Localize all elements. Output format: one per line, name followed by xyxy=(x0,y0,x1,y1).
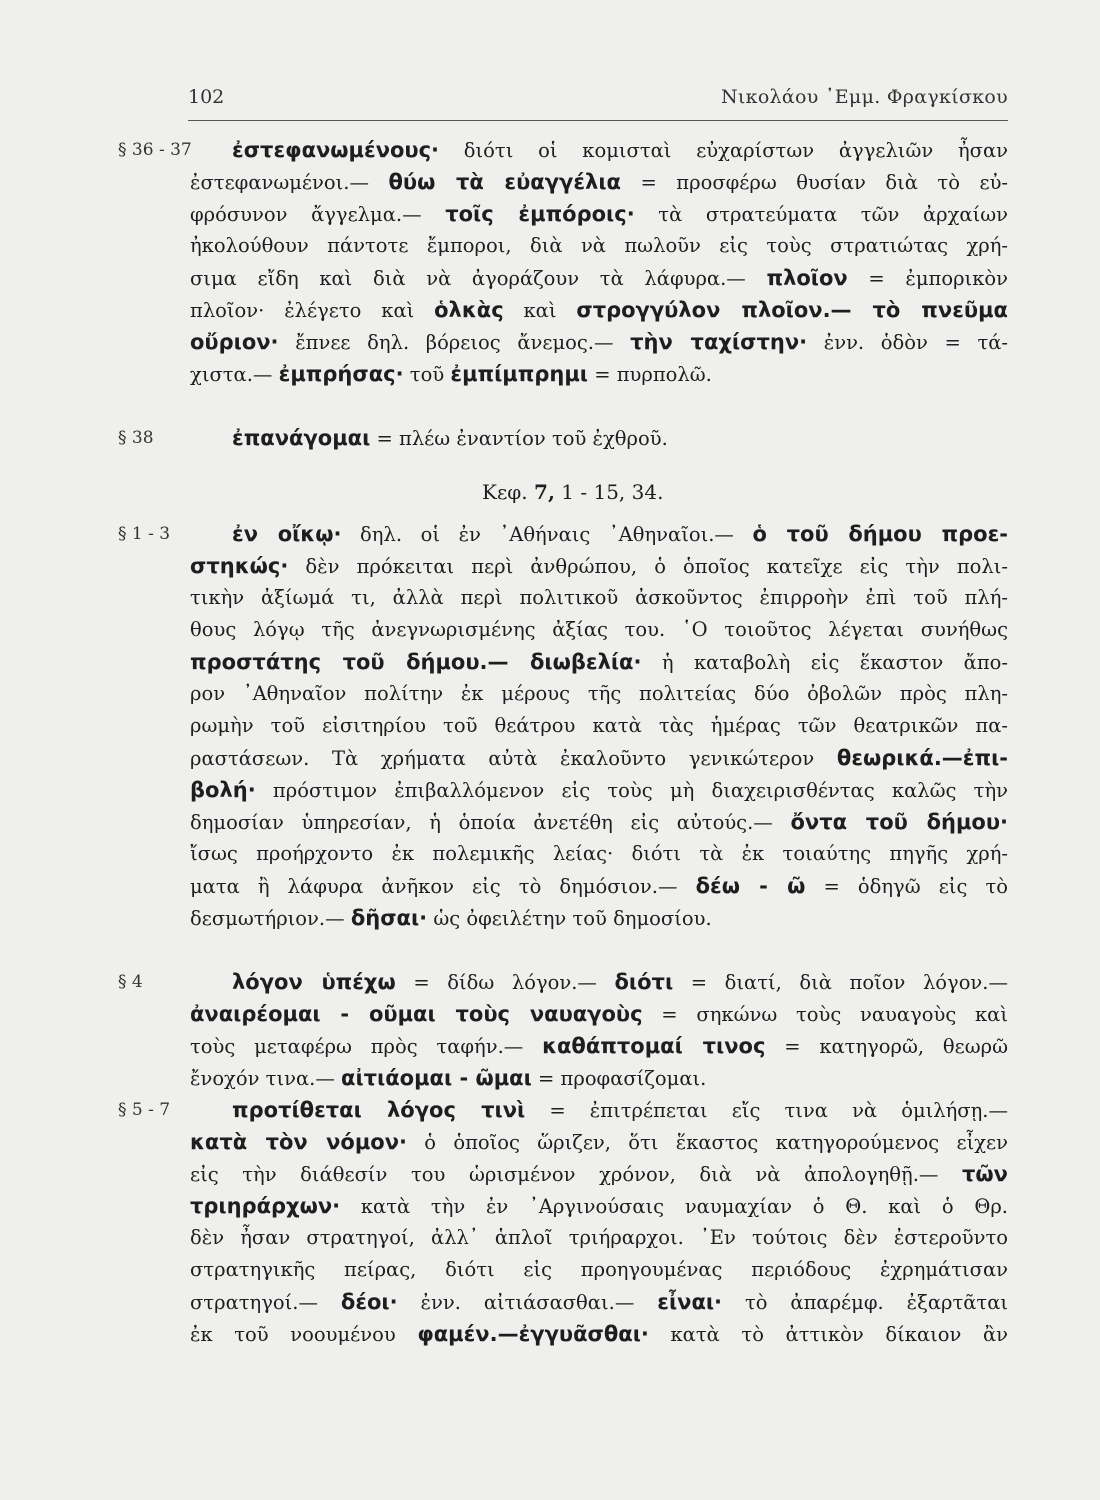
gloss-text: = προφασίζομαι. xyxy=(531,1067,707,1090)
lemma-term: τῶν xyxy=(962,1162,1008,1186)
text-line xyxy=(190,1222,1008,1254)
gloss-text: ἡ καταβολὴ εἰς ἕκαστον ἄπο- xyxy=(641,651,1008,674)
text-line xyxy=(190,582,1008,614)
text-line xyxy=(190,614,1008,646)
text-line xyxy=(190,230,1008,262)
lemma-term: τοῖς ἐμπόροις· xyxy=(445,202,635,226)
gloss-text: τοὺς μεταφέρω πρὸς ταφήν.— xyxy=(190,1035,543,1058)
lemma-term: ὁ τοῦ δήμου προε- xyxy=(752,522,1008,546)
lemma-term: πλοῖον xyxy=(766,266,848,290)
gloss-text: πρόστιμον ἐπιβαλλόμενον εἰς τοὺς μὴ διαχειρισθέντας καλῶς τὴν xyxy=(255,779,1008,802)
gloss-text: κατὰ τὸ ἀττικὸν δίκαιον ἂν xyxy=(648,1323,1008,1346)
text-line xyxy=(190,326,1008,359)
text-line xyxy=(190,198,1008,231)
gloss-text: = ἐπιτρέπεται εἴς τινα νὰ ὁμιλήσῃ.— xyxy=(525,1099,1008,1122)
text-line xyxy=(190,870,1008,903)
text-line xyxy=(232,966,1008,999)
gloss-text: ρον ᾿Αθηναῖον πολίτην ἐκ μέρους τῆς πολιτείας δύο ὀβολῶν πρὸς πλη- xyxy=(190,682,1008,705)
lemma-term: ἀναιρέομαι - οῦμαι τοὺς ναυαγοὺς xyxy=(190,1002,643,1026)
chapter-heading xyxy=(482,480,663,504)
gloss-text: ραστάσεων. Τὰ χρήματα αὐτὰ ἐκαλοῦντο γενικώτερον xyxy=(190,747,837,770)
lemma-term: κατὰ τὸν νόμον· xyxy=(190,1130,408,1154)
text-line xyxy=(190,1254,1008,1286)
gloss-text: στρατηγικῆς πείρας, διότι εἰς προηγουμένας περιόδους ἐχρημάτισαν xyxy=(190,1258,1008,1281)
page-header xyxy=(188,86,1008,116)
chapter-number: 7, xyxy=(534,480,555,504)
gloss-text: ἔπνεε δηλ. βόρειος ἄνεμος.— xyxy=(278,331,631,354)
gloss-text: = δίδω λόγον.— xyxy=(395,971,615,994)
text-line xyxy=(190,294,1008,327)
chapter-range: 1 - 15, 34. xyxy=(554,480,664,504)
gloss-text: δηλ. οἱ ἐν ᾿Αθήναις ᾿Αθηναῖοι.— xyxy=(341,523,753,546)
text-line xyxy=(190,1190,1008,1223)
section-label: § 4 xyxy=(118,972,143,992)
header-rule xyxy=(188,120,1008,121)
gloss-text: δημοσίαν ὑπηρεσίαν, ἡ ὁποία ἀνετέθη εἰς αὐτούς.— xyxy=(190,811,791,834)
gloss-text: τοῦ xyxy=(403,363,451,386)
lemma-term: τριηράρχων· xyxy=(190,1194,341,1218)
chapter-prefix: Κεφ. xyxy=(482,480,535,504)
gloss-text: τὸ ἀπαρέμφ. ἐξαρτᾶται xyxy=(722,1291,1008,1314)
lemma-term: ἐμπρήσας· xyxy=(278,362,404,386)
gloss-text: = ὁδηγῶ εἰς τὸ xyxy=(805,875,1008,898)
text-line xyxy=(190,358,1008,391)
gloss-text: = πλέω ἐναντίον τοῦ ἐχθροῦ. xyxy=(370,427,668,450)
gloss-text: = πυρπολῶ. xyxy=(588,363,712,386)
lemma-term: προτίθεται λόγος τινὶ xyxy=(232,1098,526,1122)
text-line xyxy=(190,646,1008,679)
gloss-text: = διατί, διὰ ποῖον λόγον.— xyxy=(673,971,1008,994)
lemma-term: ὁλκὰς xyxy=(434,298,504,322)
text-line xyxy=(190,1158,1008,1191)
text-line xyxy=(190,1030,1008,1063)
text-line xyxy=(190,678,1008,710)
section-label: § 36 - 37 xyxy=(118,140,192,160)
gloss-text: δὲν ἦσαν στρατηγοί, ἀλλ᾿ ἁπλοῖ τριήραρχοι. ᾿Εν τούτοις δὲν ἐστεροῦντο xyxy=(190,1226,1008,1249)
gloss-text: ἐνν. ὁδὸν = τά- xyxy=(807,331,1008,354)
gloss-text: ἔνοχόν τινα.— xyxy=(190,1067,342,1090)
text-line xyxy=(190,742,1008,775)
gloss-text: ἐνν. αἰτιάσασθαι.— xyxy=(397,1291,658,1314)
text-line xyxy=(190,998,1008,1031)
lemma-term: διότι xyxy=(614,970,674,994)
lemma-term: ὄντα τοῦ δήμου· xyxy=(790,810,1008,834)
gloss-text: θους λόγῳ τῆς ἀνεγνωρισμένης ἀξίας του. ῾Ο τοιοῦτος λέγεται συνήθως xyxy=(190,618,1008,641)
text-line xyxy=(232,1094,1008,1127)
gloss-text: = ἐμπορικὸν xyxy=(847,267,1008,290)
lemma-term: θεωρικά.—ἐπι- xyxy=(836,746,1008,770)
gloss-text: κατὰ τὴν ἐν ᾿Αργινούσαις ναυμαχίαν ὁ Θ. καὶ ὁ Θρ. xyxy=(340,1195,1008,1218)
lemma-term: λόγον ὑπέχω xyxy=(232,970,396,994)
lemma-term: ἐπανάγομαι xyxy=(232,426,371,450)
gloss-text: = σηκώνω τοὺς ναυαγοὺς καὶ xyxy=(642,1003,1008,1026)
gloss-text: σιμα εἴδη καὶ διὰ νὰ ἀγοράζουν τὰ λάφυρα.— xyxy=(190,267,767,290)
gloss-text: εἰς τὴν διάθεσίν του ὡρισμένον χρόνον, διὰ νὰ ἀπολογηθῇ.— xyxy=(190,1163,963,1186)
gloss-text: ὡς ὀφειλέτην τοῦ δημοσίου. xyxy=(427,907,712,930)
lemma-term: εἶναι· xyxy=(657,1290,723,1314)
lemma-term: βολή· xyxy=(190,778,256,802)
page-number: 102 xyxy=(188,86,225,108)
gloss-text: ἐκ τοῦ νοουμένου xyxy=(190,1323,418,1346)
text-line xyxy=(190,1318,1008,1351)
gloss-text: ἠκολούθουν πάντοτε ἔμποροι, διὰ νὰ πωλοῦν εἰς τοὺς στρατιώτας χρή- xyxy=(190,234,1008,257)
lemma-term: θύω τὰ εὐαγγέλια xyxy=(388,170,621,194)
text-line xyxy=(190,806,1008,839)
section-label: § 5 - 7 xyxy=(118,1100,171,1120)
text-line xyxy=(190,774,1008,807)
text-line xyxy=(190,550,1008,583)
lemma-term: στρογγύλον πλοῖον.— τὸ πνεῦμα xyxy=(576,298,1008,322)
text-line xyxy=(190,838,1008,870)
lemma-term: δέω - ῶ xyxy=(695,874,806,898)
lemma-term: αἰτιάομαι - ῶμαι xyxy=(341,1066,532,1090)
gloss-text: τικὴν ἀξίωμά τι, ἀλλὰ περὶ πολιτικοῦ ἀσκοῦντος ἐπιρροὴν ἐπὶ τοῦ πλή- xyxy=(190,586,1008,609)
lemma-term: προστάτης τοῦ δήμου.— διωβελία· xyxy=(190,650,642,674)
text-line xyxy=(190,1062,1008,1095)
lemma-term: ἐστεφανωμένους· xyxy=(232,138,440,162)
lemma-term: στηκώς· xyxy=(190,554,289,578)
gloss-text: ματα ἢ λάφυρα ἀνῆκον εἰς τὸ δημόσιον.— xyxy=(190,875,696,898)
gloss-text: καὶ xyxy=(503,299,577,322)
gloss-text: τὰ στρατεύματα τῶν ἀρχαίων xyxy=(634,203,1008,226)
section-label: § 38 xyxy=(118,428,154,448)
gloss-text: στρατηγοί.— xyxy=(190,1291,341,1314)
lemma-term: ἐμπίμπρημι xyxy=(450,362,588,386)
text-line xyxy=(190,166,1008,199)
text-line xyxy=(232,422,1008,455)
lemma-term: δέοι· xyxy=(340,1290,398,1314)
gloss-text: ἐστεφανωμένοι.— xyxy=(190,171,389,194)
gloss-text: ὁ ὁποῖος ὥριζεν, ὅτι ἕκαστος κατηγορούμενος εἶχεν xyxy=(407,1131,1008,1154)
text-line xyxy=(190,1286,1008,1319)
lemma-term: ἐν οἴκῳ· xyxy=(232,522,342,546)
text-line xyxy=(190,1126,1008,1159)
gloss-text: = προσφέρω θυσίαν διὰ τὸ εὐ- xyxy=(620,171,1008,194)
section-label: § 1 - 3 xyxy=(118,524,171,544)
gloss-text: φρόσυνον ἄγγελμα.— xyxy=(190,203,446,226)
gloss-text: ἴσως προήρχοντο ἐκ πολεμικῆς λείας· διότι τὰ ἐκ τοιαύτης πηγῆς χρή- xyxy=(190,842,1008,865)
gloss-text: δὲν πρόκειται περὶ ἀνθρώπου, ὁ ὁποῖος κατεῖχε εἰς τὴν πολι- xyxy=(288,555,1008,578)
gloss-text: διότι οἱ κομισταὶ εὐχαρίστων ἀγγελιῶν ἦσαν xyxy=(439,139,1008,162)
gloss-text: δεσμωτήριον.— xyxy=(190,907,351,930)
text-line xyxy=(232,134,1008,167)
text-line xyxy=(190,902,1008,935)
lemma-term: φαμέν.—ἐγγυᾶσθαι· xyxy=(417,1322,649,1346)
gloss-text: ρωμὴν τοῦ εἰσιτηρίου τοῦ θεάτρου κατὰ τὰς ἡμέρας τῶν θεατρικῶν πα- xyxy=(190,714,1008,737)
lemma-term: δῆσαι· xyxy=(350,906,428,930)
lemma-term: οὔριον· xyxy=(190,330,279,354)
lemma-term: καθάπτομαί τινος xyxy=(542,1034,766,1058)
gloss-text: χιστα.— xyxy=(190,363,279,386)
running-head: Νικολάου ᾿Εμμ. Φραγκίσκου xyxy=(720,86,1008,108)
gloss-text: = κατηγορῶ, θεωρῶ xyxy=(765,1035,1008,1058)
text-line xyxy=(190,262,1008,295)
lemma-term: τὴν ταχίστην· xyxy=(630,330,808,354)
text-line xyxy=(190,710,1008,742)
text-line xyxy=(232,518,1008,551)
gloss-text: πλοῖον· ἐλέγετο καὶ xyxy=(190,299,435,322)
